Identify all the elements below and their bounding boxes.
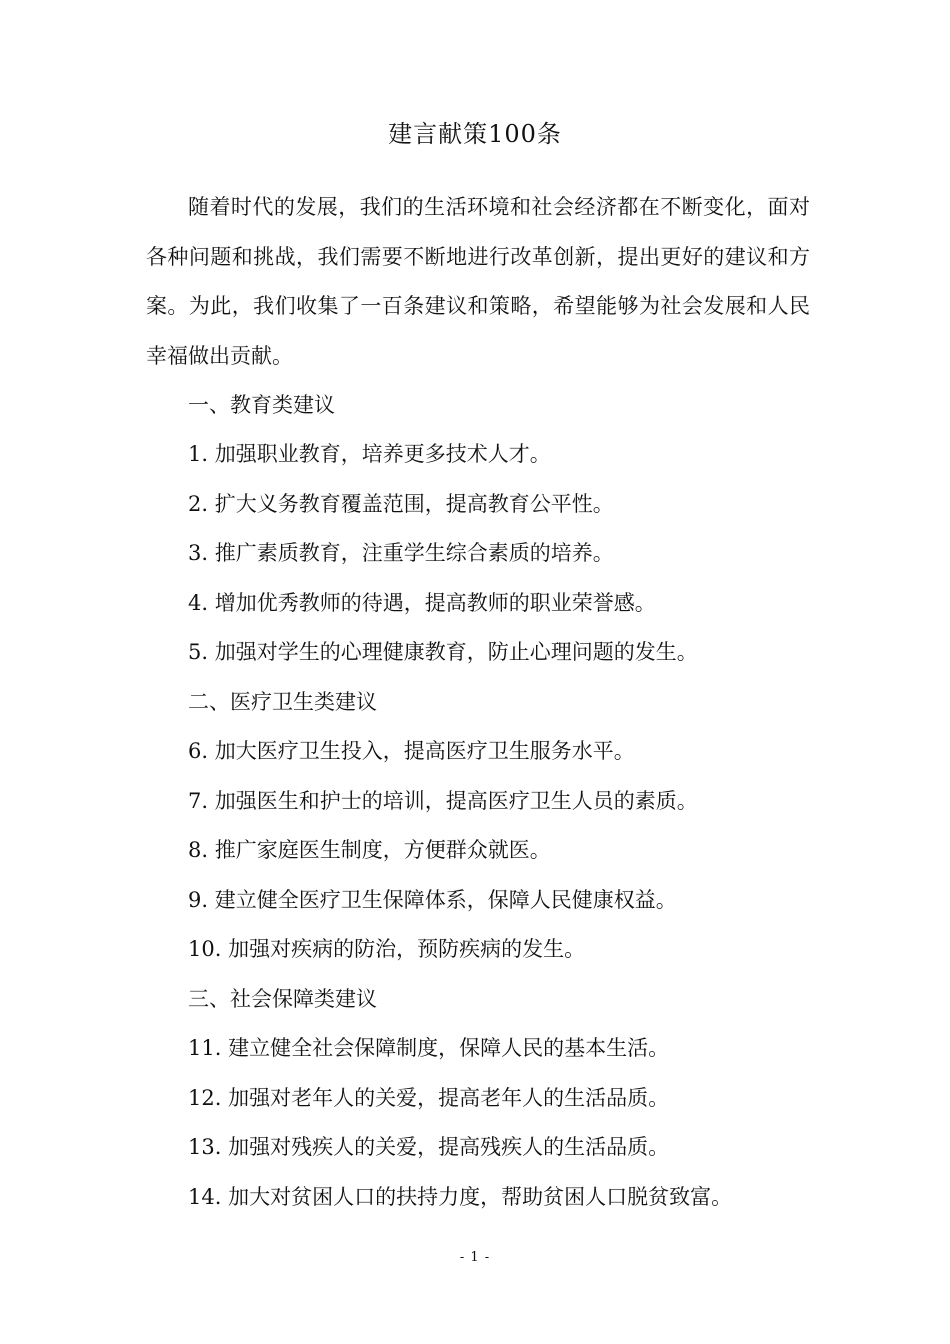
document-title: 建言献策100条 (388, 120, 562, 148)
section-heading-education: 一、教育类建议 (188, 393, 335, 417)
list-item: 6. 加大医疗卫生投入，提高医疗卫生服务水平。 (188, 739, 635, 763)
intro-paragraph: 随着时代的发展，我们的生活环境和社会经济都在不断变化，面对各种问题和挑战，我们需要不断地进行改革创新，提出更好的建议和方案。为此，我们收集了一百条建议和策略，希望能够为社会发展和人民幸福做出贡献。 (146, 195, 810, 368)
list-item: 12. 加强对老年人的关爱，提高老年人的生活品质。 (188, 1086, 670, 1110)
list-item: 2. 扩大义务教育覆盖范围，提高教育公平性。 (188, 492, 614, 516)
list-item: 11. 建立健全社会保障制度，保障人民的基本生活。 (188, 1036, 670, 1060)
list-item: 9. 建立健全医疗卫生保障体系，保障人民健康权益。 (188, 888, 677, 912)
list-item: 1. 加强职业教育，培养更多技术人才。 (188, 442, 551, 466)
section-heading-social-security: 三、社会保障类建议 (188, 987, 377, 1011)
list-item: 4. 增加优秀教师的待遇，提高教师的职业荣誉感。 (188, 591, 656, 615)
list-item: 7. 加强医生和护士的培训，提高医疗卫生人员的素质。 (188, 789, 698, 813)
page-number: - 1 - (459, 1250, 491, 1265)
section-heading-medical: 二、医疗卫生类建议 (188, 690, 377, 714)
list-item: 5. 加强对学生的心理健康教育，防止心理问题的发生。 (188, 640, 698, 664)
list-item: 13. 加强对残疾人的关爱，提高残疾人的生活品质。 (188, 1135, 670, 1159)
list-item: 10. 加强对疾病的防治，预防疾病的发生。 (188, 937, 586, 961)
list-item: 14. 加大对贫困人口的扶持力度，帮助贫困人口脱贫致富。 (188, 1185, 733, 1209)
list-item: 8. 推广家庭医生制度，方便群众就医。 (188, 838, 551, 862)
list-item: 3. 推广素质教育，注重学生综合素质的培养。 (188, 541, 614, 565)
